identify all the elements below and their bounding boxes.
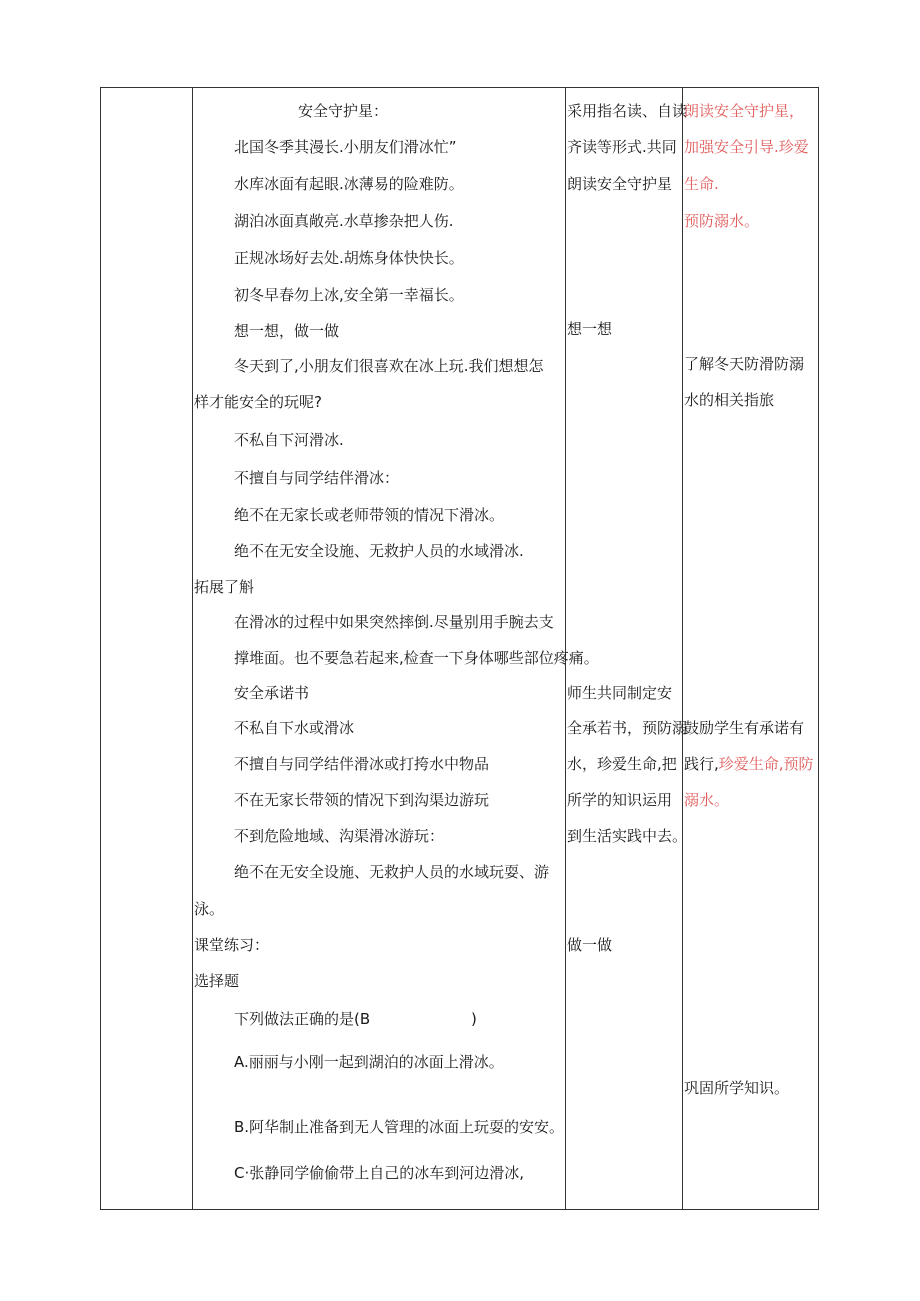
intent-line: 生命. <box>684 175 719 193</box>
activity-line: 水，珍爱生命,把 <box>567 755 677 773</box>
column-divider <box>682 87 683 1210</box>
pledge-item: 不在无家长带领的情况下到沟渠边游玩 <box>234 791 490 809</box>
rule-item: 绝不在无家长或老师带领的情况下滑冰。 <box>234 506 505 524</box>
paragraph-line: 在滑冰的过程中如果突然摔倒.尽量别用手腕去支 <box>234 613 554 631</box>
intent-line: 溺水。 <box>684 791 730 809</box>
section-heading: 选择题 <box>194 972 240 990</box>
rule-item: 不擅自与同学结伴滑冰： <box>234 469 400 487</box>
rule-item: 绝不在无安全设施、无救护人员的水域滑冰. <box>234 542 524 560</box>
paragraph-line: 撑堆面。也不要急若起来,检查一下身体哪些部位疼痛。 <box>234 649 599 667</box>
intent-line: 巩固所学知识。 <box>684 1079 790 1097</box>
activity-line: 做一做 <box>567 936 613 954</box>
intent-line: 朗读安全守护星， <box>684 102 805 120</box>
section-heading: 想一想，做一做 <box>234 322 340 340</box>
pledge-item: 绝不在无安全设施、无救护人员的水域玩耍、游 <box>234 863 550 881</box>
question-text: 下列做法正确的是(B <box>234 1010 371 1028</box>
question-bracket: ) <box>471 1010 477 1028</box>
activity-line: 全承若书，预防溺 <box>567 719 688 737</box>
rule-item: 不私自下河滑冰. <box>234 431 344 449</box>
intent-line: 鼓励学生有承诺有 <box>684 719 805 737</box>
intent-line: 加强安全引导.珍爱 <box>684 138 809 156</box>
intent-text-highlight: 珍爱生命,预防 <box>718 755 814 773</box>
option-c: C·张静同学偷偷带上自己的冰车到河边滑冰, <box>234 1164 525 1182</box>
activity-line: 想一想 <box>567 320 613 338</box>
intent-line: 预防溺水。 <box>684 212 760 230</box>
poem-line: 湖泊冰面真敞亮.水草掺杂把人伤. <box>234 212 454 230</box>
intent-text: 践行, <box>684 755 719 773</box>
activity-line: 齐读等形式.共同 <box>567 138 677 156</box>
intent-line: 了解冬天防滑防溺 <box>684 355 805 373</box>
poem-line: 初冬早春勿上冰,安全第一幸福长。 <box>234 286 464 304</box>
section-title: 安全守护星： <box>298 102 389 120</box>
paragraph-line: 样才能安全的玩呢? <box>194 393 322 411</box>
pledge-item: 不到危险地域、沟渠滑冰游玩： <box>234 827 445 845</box>
intent-line: 水的相关指旅 <box>684 391 775 409</box>
pledge-item: 不擅自与同学结伴滑冰或打挎水中物品 <box>234 755 490 773</box>
pledge-item: 泳。 <box>194 900 225 918</box>
section-heading: 拓展了斛 <box>194 578 255 596</box>
intent-line <box>684 754 814 774</box>
poem-line: 水库冰面有起眼.冰薄易的险难防。 <box>234 175 464 193</box>
activity-line: 采用指名读、自读 <box>567 102 688 120</box>
activity-line: 所学的知识运用 <box>567 791 673 809</box>
column-divider <box>192 87 193 1210</box>
pledge-item: 不私自下水或滑冰 <box>234 719 355 737</box>
section-heading: 安全承诺书 <box>234 684 310 702</box>
poem-line: 北国冬季其漫长.小朋友们滑冰忙” <box>234 138 457 156</box>
paragraph-line: 冬天到了,小朋友们很喜欢在冰上玩.我们想想怎 <box>234 357 544 375</box>
poem-line: 正规冰场好去处.胡炼身体快快长。 <box>234 249 464 267</box>
activity-line: 朗读安全守护星 <box>567 175 673 193</box>
option-b: B.阿华制止准备到无人管理的冰面上玩耍的安安。 <box>234 1118 565 1136</box>
option-a: A.丽丽与小刚一起到湖泊的冰面上滑冰。 <box>234 1053 504 1071</box>
activity-line: 师生共同制定安 <box>567 684 673 702</box>
section-heading: 课堂练习： <box>194 936 270 954</box>
activity-line: 到生活实践中去。 <box>567 827 688 845</box>
